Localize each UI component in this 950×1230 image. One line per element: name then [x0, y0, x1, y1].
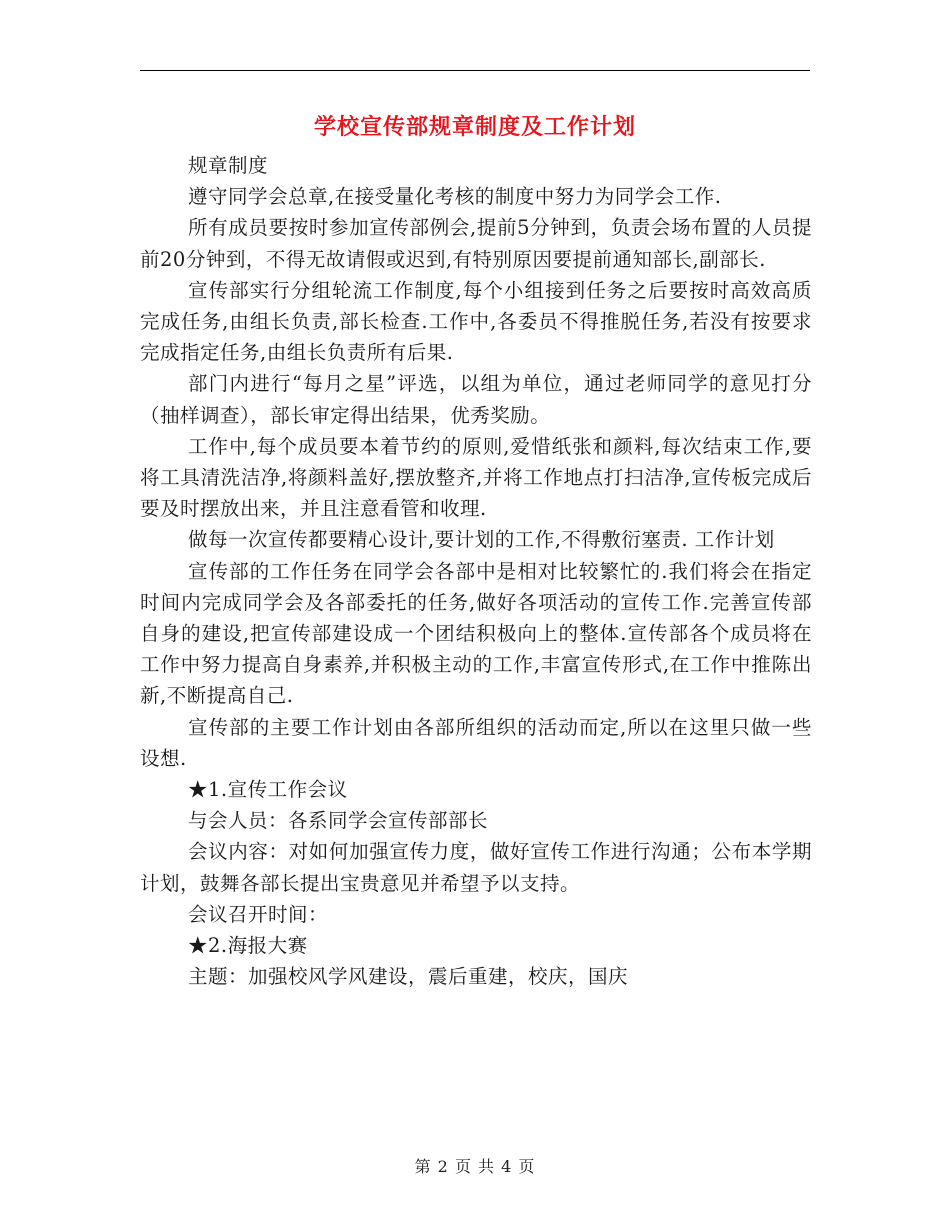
header-rule [140, 70, 810, 71]
section-heading: ★1.宣传工作会议 [188, 778, 348, 802]
paragraph: 宣传部的工作任务在同学会各部中是相对比较繁忙的.我们将会在指定时间内完成同学会及各部委托的任务,做好各项活动的宣传工作.完善宣传部自身的建设,把宣传部建设成一个团结积极向上的整体.宣传部各个成员将在工作中努力提高自身素养,并积极主动的工作,丰富宣传形式,在工作中推陈出新,不断提高自己. [140, 559, 812, 708]
paragraph: 宣传部的主要工作计划由各部所组织的活动而定,所以在这里只做一些设想. [140, 715, 812, 770]
paragraph: 主题：加强校风学风建设，震后重建，校庆，国庆 [188, 965, 629, 989]
paragraph: 所有成员要按时参加宣传部例会,提前5分钟到，负责会场布置的人员提前20分钟到，不得无故请假或迟到,有特别原因要提前通知部长,副部长. [140, 216, 812, 271]
paragraph: 部门内进行“每月之星”评选，以组为单位，通过老师同学的意见打分（抽样调查），部长审定得出结果，优秀奖励。 [140, 372, 812, 427]
paragraph: 宣传部实行分组轮流工作制度,每个小组接到任务之后要按时高效高质完成任务,由组长负责,部长检查.工作中,各委员不得推脱任务,若没有按要求完成指定任务,由组长负责所有后果. [140, 278, 812, 365]
document-title: 学校宣传部规章制度及工作计划 [313, 114, 636, 140]
paragraph: 规章制度 [188, 154, 269, 177]
paragraph: 做每一次宣传都要精心设计,要计划的工作,不得敷衍塞责. 工作计划 [188, 528, 775, 552]
paragraph: 会议内容：对如何加强宣传力度，做好宣传工作进行沟通；公布本学期计划，鼓舞各部长提出宝贵意见并希望予以支持。 [140, 840, 812, 895]
paragraph: 工作中,每个成员要本着节约的原则,爱惜纸张和颜料,每次结束工作,要将工具清洗洁净,将颜料盖好,摆放整齐,并将工作地点打扫洁净,宣传板完成后要及时摆放出来，并且注意看管和收理. [140, 434, 812, 521]
paragraph: 与会人员：各系同学会宣传部部长 [188, 809, 489, 833]
section-heading: ★2.海报大赛 [188, 934, 308, 958]
paragraph: 会议召开时间： [188, 902, 329, 926]
page-footer: 第 2 页 共 4 页 [414, 1157, 536, 1176]
paragraph: 遵守同学会总章,在接受量化考核的制度中努力为同学会工作. [188, 185, 722, 209]
document-body [140, 150, 812, 992]
